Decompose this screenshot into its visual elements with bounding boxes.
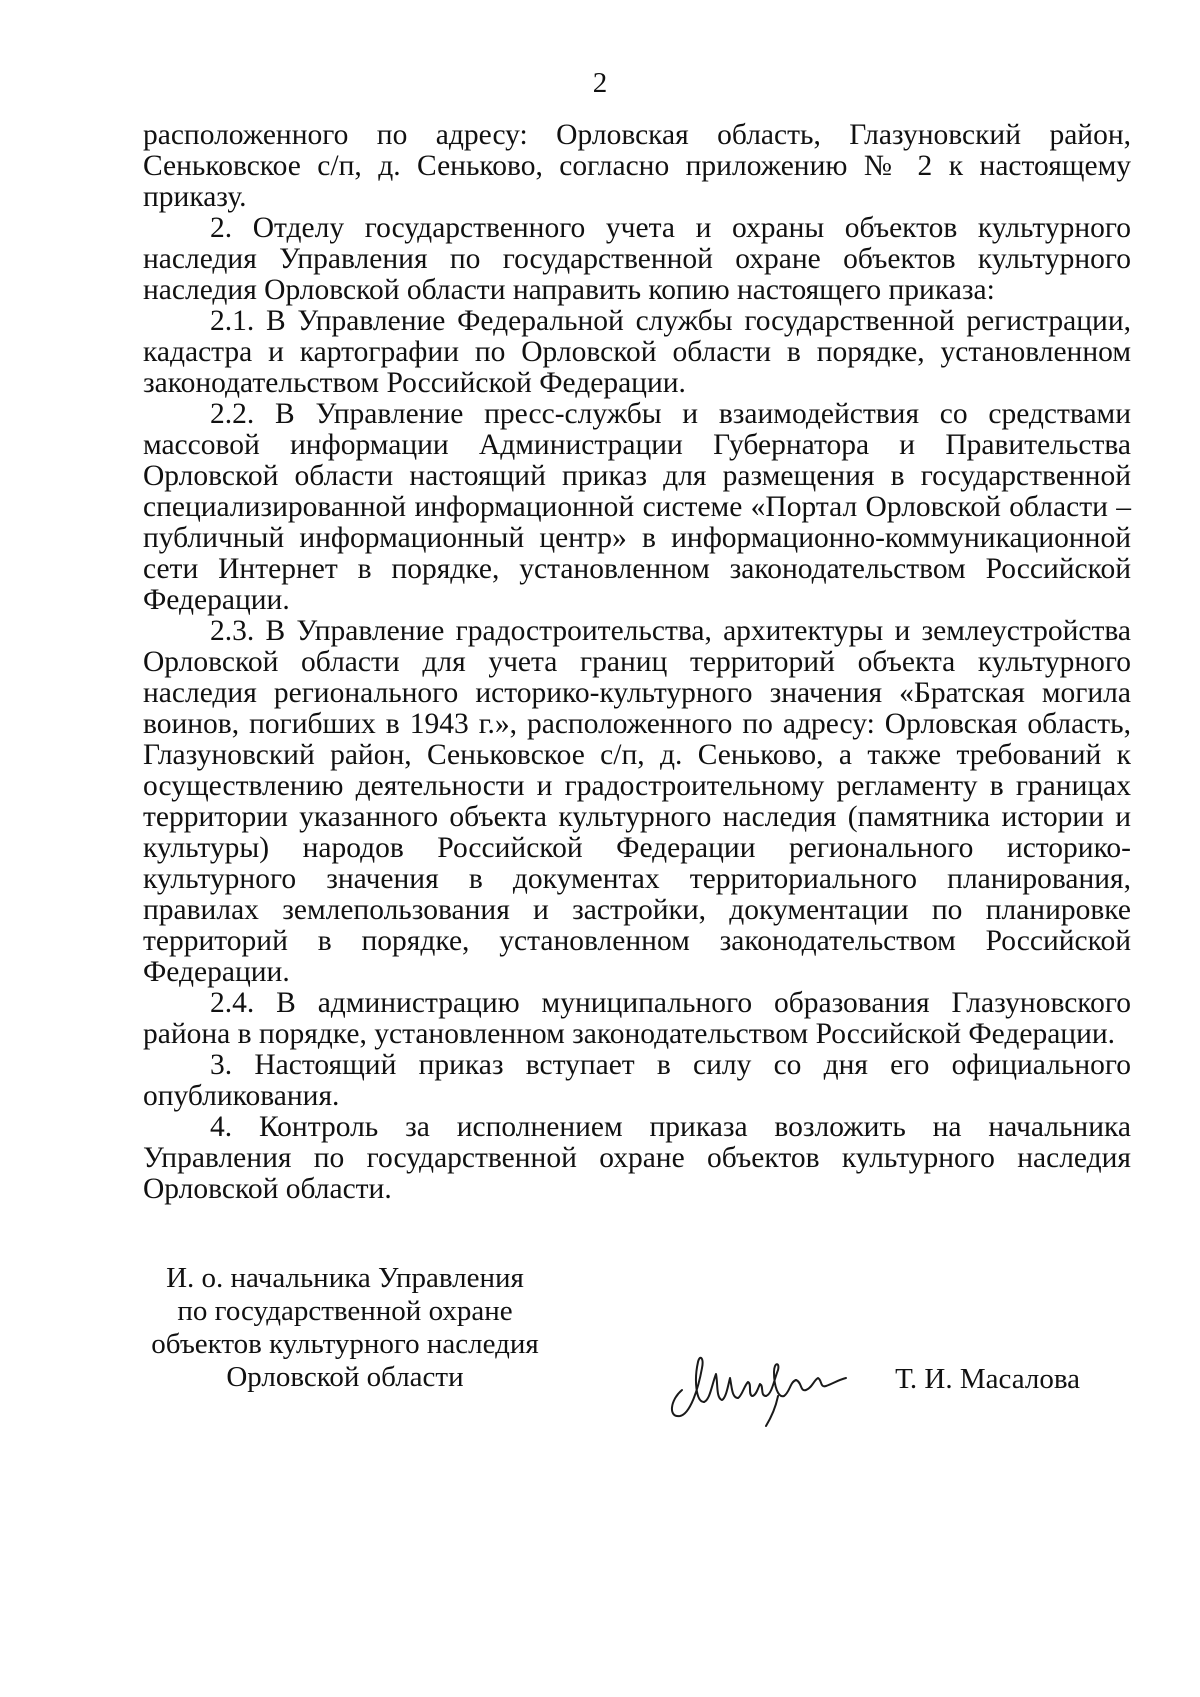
- page-number: 2: [592, 67, 608, 99]
- paragraph-continuation: расположенного по адресу: Орловская область, Глазуновский район, Сеньковское с/п, д. Сеньково, согласно приложению № 2 к настоящему приказу.: [143, 119, 1131, 213]
- signatory-title-line: по государственной охране: [177, 1295, 513, 1327]
- paragraph-item-2-1: 2.1. В Управление Федеральной службы государственной регистрации, кадастра и картографии по Орловской области в порядке, установленном законодательством Российской Федерации.: [143, 305, 1131, 399]
- paragraph-item-2-2: 2.2. В Управление пресс-службы и взаимодействия со средствами массовой информации Администрации Губернатора и Правительства Орловской области настоящий приказ для размещения в государственной специализированной информационной системе «Портал Орловской области – публичный информационный центр» в информационно-коммуникационной сети Интернет в порядке, установленном законодательством Российской Федерации.: [143, 398, 1131, 616]
- paragraph-item-2: 2. Отделу государственного учета и охраны объектов культурного наследия Управления по государственной охране объектов культурного наследия Орловской области направить копию настоящего приказа:: [143, 212, 1131, 306]
- handwritten-signature: [660, 1340, 860, 1430]
- paragraph-item-4: 4. Контроль за исполнением приказа возложить на начальника Управления по государственной охране объектов культурного наследия Орловской области.: [143, 1111, 1131, 1205]
- document-body: [143, 120, 1131, 1205]
- signatory-title-line: Орловской области: [226, 1361, 464, 1393]
- signature-block: [140, 1262, 1080, 1412]
- paragraph-item-3: 3. Настоящий приказ вступает в силу со дня его официального опубликования.: [143, 1049, 1131, 1112]
- signatory-title-line: И. о. начальника Управления: [166, 1262, 524, 1294]
- paragraph-item-2-3: 2.3. В Управление градостроительства, архитектуры и землеустройства Орловской области для учета границ территорий объекта культурного наследия регионального историко-культурного значения «Братская могила воинов, погибших в 1943 г.», расположенного по адресу: Орловская область, Глазуновский район, Сеньковское с/п, д. Сеньково, а также требований к осуществлению деятельности и градостроительному регламенту в границах территории указанного объекта культурного наследия (памятника истории и культуры) народов Российской Федерации регионального историко-культурного значения в документах территориального планирования, правилах землепользования и застройки, документации по планировке территорий в порядке, установленном законодательством Российской Федерации.: [143, 615, 1131, 988]
- paragraph-item-2-4: 2.4. В администрацию муниципального образования Глазуновского района в порядке, установленном законодательством Российской Федерации.: [143, 987, 1131, 1050]
- signatory-name: Т. И. Масалова: [895, 1363, 1080, 1395]
- signatory-title-line: объектов культурного наследия: [151, 1328, 539, 1360]
- signatory-title: [140, 1262, 550, 1394]
